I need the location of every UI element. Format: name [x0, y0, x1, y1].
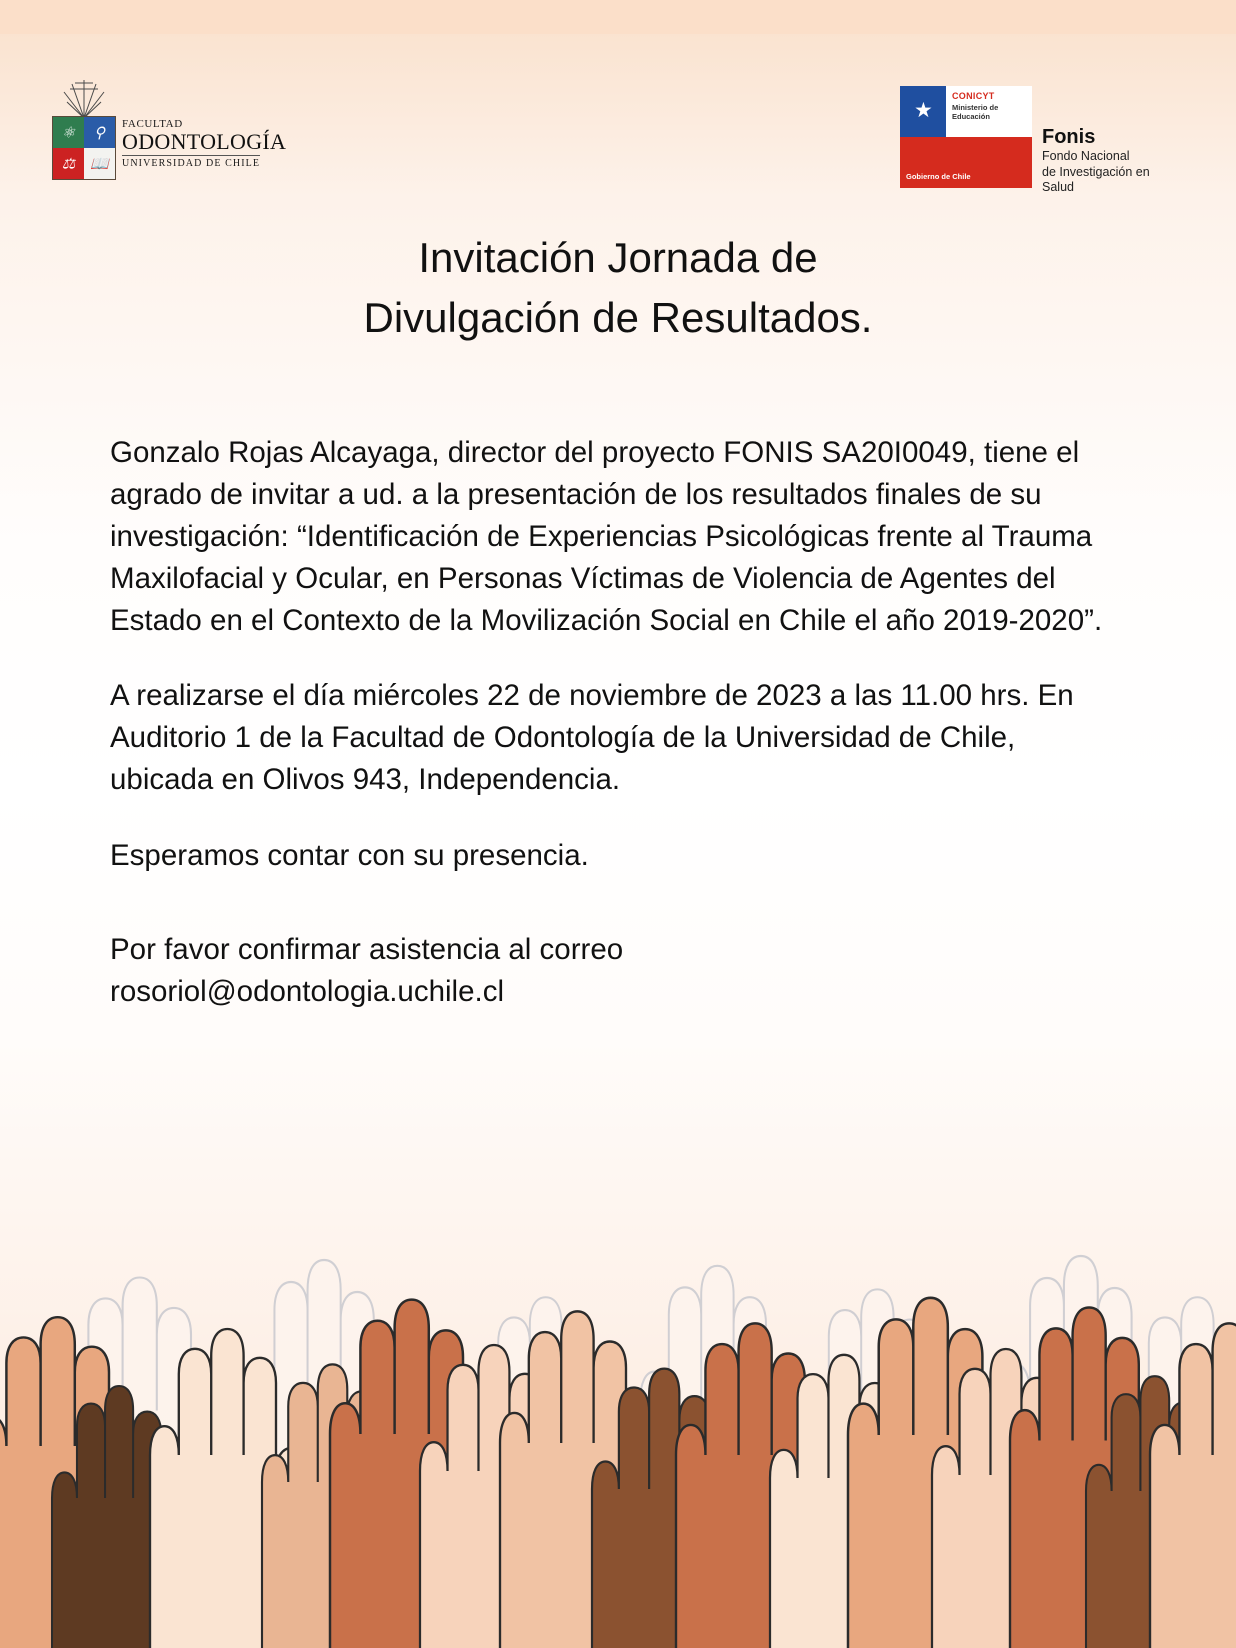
- fonis-subtitle-line-2: de Investigación en Salud: [1042, 165, 1150, 194]
- ministerio-line-1: Ministerio de: [952, 103, 999, 112]
- logo-fonis-conicyt: [900, 86, 1170, 196]
- fonis-subtitle-line-1: Fondo Nacional: [1042, 149, 1130, 163]
- raised-hands-illustration: [0, 1228, 1236, 1648]
- odontologia-line-facultad: FACULTAD: [122, 118, 183, 130]
- logo-facultad-odontologia: [52, 78, 302, 198]
- paragraph-event-details: A realizarse el día miércoles 22 de noviembre de 2023 a las 11.00 hrs. En Auditorio 1 de la Facultad de Odontología de la Universidad de Chile, ubicada en Olivos 943, Independencia.: [110, 679, 1074, 797]
- fonis-wordmark: [1042, 126, 1172, 195]
- gobierno-label: Gobierno de Chile: [906, 172, 971, 181]
- page-title-line-1: Invitación Jornada de: [418, 234, 818, 281]
- page-title: [0, 228, 1236, 347]
- university-shield-icon: ⚛ ⚲ ⚖ 📖: [52, 116, 116, 180]
- odontologia-wordmark: [122, 118, 302, 171]
- starburst-icon: [62, 78, 106, 118]
- odontologia-line-university: UNIVERSIDAD DE CHILE: [122, 155, 260, 169]
- paragraph-closing: Esperamos contar con su presencia.: [110, 839, 589, 872]
- paragraph-rsvp-line-1: Por favor confirmar asistencia al correo: [110, 932, 624, 966]
- invitation-body: [110, 432, 1120, 1013]
- paragraph-invitation: Gonzalo Rojas Alcayaga, director del proyecto FONIS SA20I0049, tiene el agrado de invitar a ud. a la presentación de los resultados finales de su investigación: “Identificación de Experiencias Psicológicas frente al Trauma Maxilofacial y Ocular, en Personas Víctimas de Violencia de Agentes del Estado en el Contexto de la Movilización Social en Chile el año 2019-2020”.: [110, 436, 1103, 637]
- gobierno-de-chile-flag-icon: [900, 86, 1032, 188]
- ministerio-line-2: Educación: [952, 112, 990, 121]
- conicyt-label: CONICYT: [952, 91, 995, 101]
- page-title-line-2: Divulgación de Resultados.: [363, 293, 873, 341]
- paragraph-rsvp-email: rosoriol@odontologia.uchile.cl: [110, 974, 505, 1008]
- ministerio-label: [952, 103, 998, 121]
- odontologia-line-name: ODONTOLOGÍA: [122, 129, 287, 154]
- star-icon: ★: [914, 99, 933, 122]
- top-color-band: [0, 0, 1236, 34]
- fonis-name: Fonis: [1042, 126, 1096, 148]
